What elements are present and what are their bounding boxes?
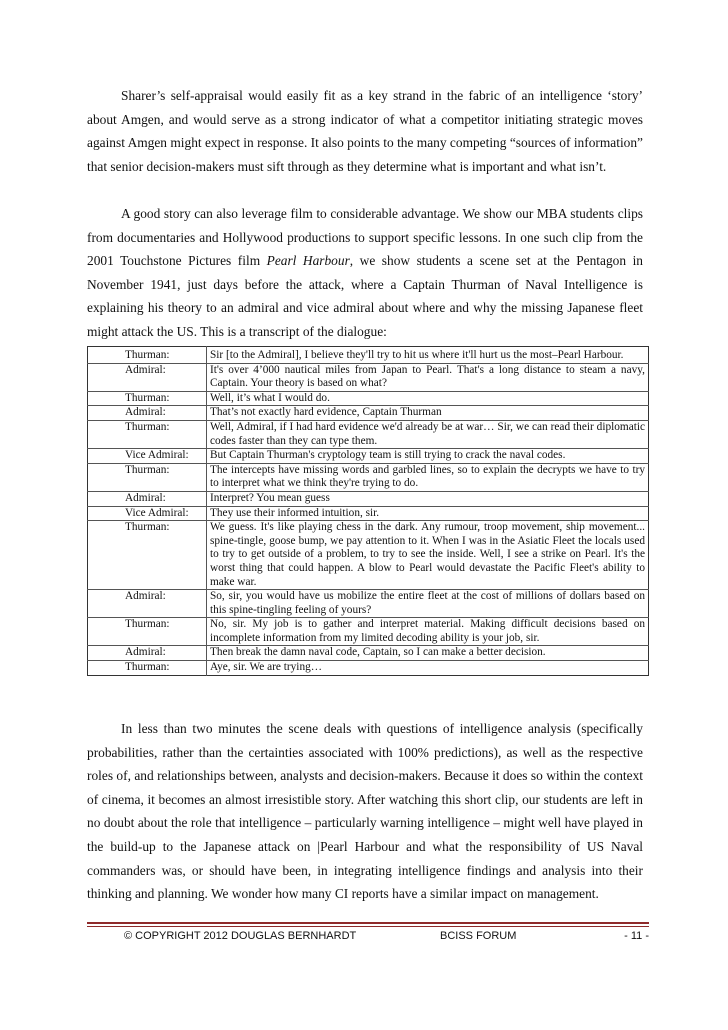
dialogue-line: Well, it’s what I would do. [207, 391, 649, 406]
paragraph-intro-text: Sharer’s self-appraisal would easily fit as a key strand in the fabric of an intelligence ‘story’ about Amgen, and would serve as a strong indicator of what a competitor initiating strategic moves against Amgen might expect in response. It also points to the many competing “sources of information” that senior decision-makers must sift through as they determine what is important and what isn’t. [87, 88, 643, 174]
dialogue-row [88, 420, 649, 448]
dialogue-row [88, 391, 649, 406]
paragraph-analysis-text: In less than two minutes the scene deals with questions of intelligence analysis (specifically probabilities, rather than the certainties associated with 100% predictions), as well as the respective roles of, and relationships between, analysts and decision-makers. Because it does so within the context of cinema, it becomes an almost irresistible story. After watching this short clip, our students are left in no doubt about the role that intelligence – particularly warning intelligence – might well have played in the build-up to the Japanese attack on |Pearl Harbour and what the responsibility of US Naval commanders was, or should have been, in integrating intelligence findings and analysis into their thinking and planning. We wonder how many CI reports have a similar impact on management. [87, 721, 643, 902]
dialogue-line: We guess. It's like playing chess in the dark. Any rumour, troop movement, ship movement... spine-tingle, goose bump, we pay attention to it. When I was in the Asiatic Fleet the locals used to try to get outside of a problem, to try to see the inside. Well, I see a strike on Pearl. It's the worst thing that could happen. A blow to Pearl would devastate the Pacific Fleet's ability to make war. [207, 521, 649, 590]
footer-copyright: © COPYRIGHT 2012 DOUGLAS BERNHARDT [124, 930, 357, 942]
dialogue-speaker: Thurman: [88, 420, 207, 448]
dialogue-speaker: Thurman: [88, 463, 207, 491]
dialogue-speaker: Thurman: [88, 618, 207, 646]
dialogue-speaker: Thurman: [88, 661, 207, 676]
paragraph-analysis [87, 717, 643, 906]
paragraph-film-text-end: , we show students a scene set at the Pentagon in November 1941, just days before the attack, where a Captain Thurman of Naval Intelligence is explaining his theory to an admiral and vice admiral about where and why the missing Japanese fleet might attack the US. This is a transcript of the dialogue: [87, 253, 643, 339]
dialogue-speaker: Thurman: [88, 391, 207, 406]
dialogue-line: Aye, sir. We are trying… [207, 661, 649, 676]
dialogue-row [88, 521, 649, 590]
dialogue-line: But Captain Thurman's cryptology team is still trying to crack the naval codes. [207, 449, 649, 464]
dialogue-speaker: Admiral: [88, 646, 207, 661]
dialogue-speaker: Thurman: [88, 521, 207, 590]
dialogue-speaker: Thurman: [125, 349, 170, 361]
dialogue-row [88, 363, 649, 391]
dialogue-speaker: Admiral: [88, 363, 207, 391]
dialogue-line: That’s not exactly hard evidence, Captain Thurman [207, 406, 649, 421]
dialogue-row [88, 506, 649, 521]
dialogue-speaker: Admiral: [88, 590, 207, 618]
dialogue-rows [88, 347, 649, 676]
dialogue-line: Then break the damn naval code, Captain, so I can make a better decision. [207, 646, 649, 661]
footer-forum-name: BCISS FORUM [440, 930, 517, 942]
film-title: Pearl Harbour [266, 253, 350, 269]
dialogue-speaker: Admiral: [88, 406, 207, 421]
dialogue-row [88, 491, 649, 506]
dialogue-row [88, 347, 649, 364]
footer-rule-thin [87, 926, 649, 927]
dialogue-line: Well, Admiral, if I had hard evidence we'd already be at war… Sir, we can read their diplomatic codes faster than they can type them. [207, 420, 649, 448]
dialogue-row [88, 661, 649, 676]
dialogue-line: Sir [to the Admiral], I believe they'll try to hit us where it'll hurt us the most–Pearl Harbour. [207, 347, 649, 364]
dialogue-row [88, 618, 649, 646]
dialogue-line: The intercepts have missing words and garbled lines, so to explain the decrypts we have to try to interpret what we think they're trying to do. [207, 463, 649, 491]
dialogue-line: So, sir, you would have us mobilize the entire fleet at the cost of millions of dollars based on this spine-tingling feeling of yours? [207, 590, 649, 618]
dialogue-row [88, 646, 649, 661]
dialogue-line: They use their informed intuition, sir. [207, 506, 649, 521]
dialogue-speaker: Vice Admiral: [88, 449, 207, 464]
dialogue-speaker: Vice Admiral: [88, 506, 207, 521]
dialogue-line: No, sir. My job is to gather and interpret material. Making difficult decisions based on incomplete information from my limited decoding ability is your job, sir. [207, 618, 649, 646]
dialogue-speaker: Admiral: [88, 491, 207, 506]
paragraph-film [87, 202, 643, 344]
page-footer [87, 930, 649, 948]
dialogue-row [88, 449, 649, 464]
dialogue-transcript-table [87, 346, 649, 676]
paragraph-film-text-start: A good story can also leverage film to considerable advantage. We show our MBA students clips from documentaries and Hollywood productions to support specific lessons. In one such clip from the 2001 Touchstone Pictures film [87, 206, 643, 269]
dialogue-row [88, 590, 649, 618]
dialogue-row [88, 406, 649, 421]
dialogue-line: It's over 4’000 nautical miles from Japan to Pearl. That's a long distance to steam a navy, Captain. Your theory is based on what? [207, 363, 649, 391]
paragraph-intro [87, 84, 643, 178]
dialogue-row [88, 463, 649, 491]
footer-page-number: - 11 - [624, 930, 649, 942]
dialogue-line: Interpret? You mean guess [207, 491, 649, 506]
footer-rule-thick [87, 922, 649, 924]
